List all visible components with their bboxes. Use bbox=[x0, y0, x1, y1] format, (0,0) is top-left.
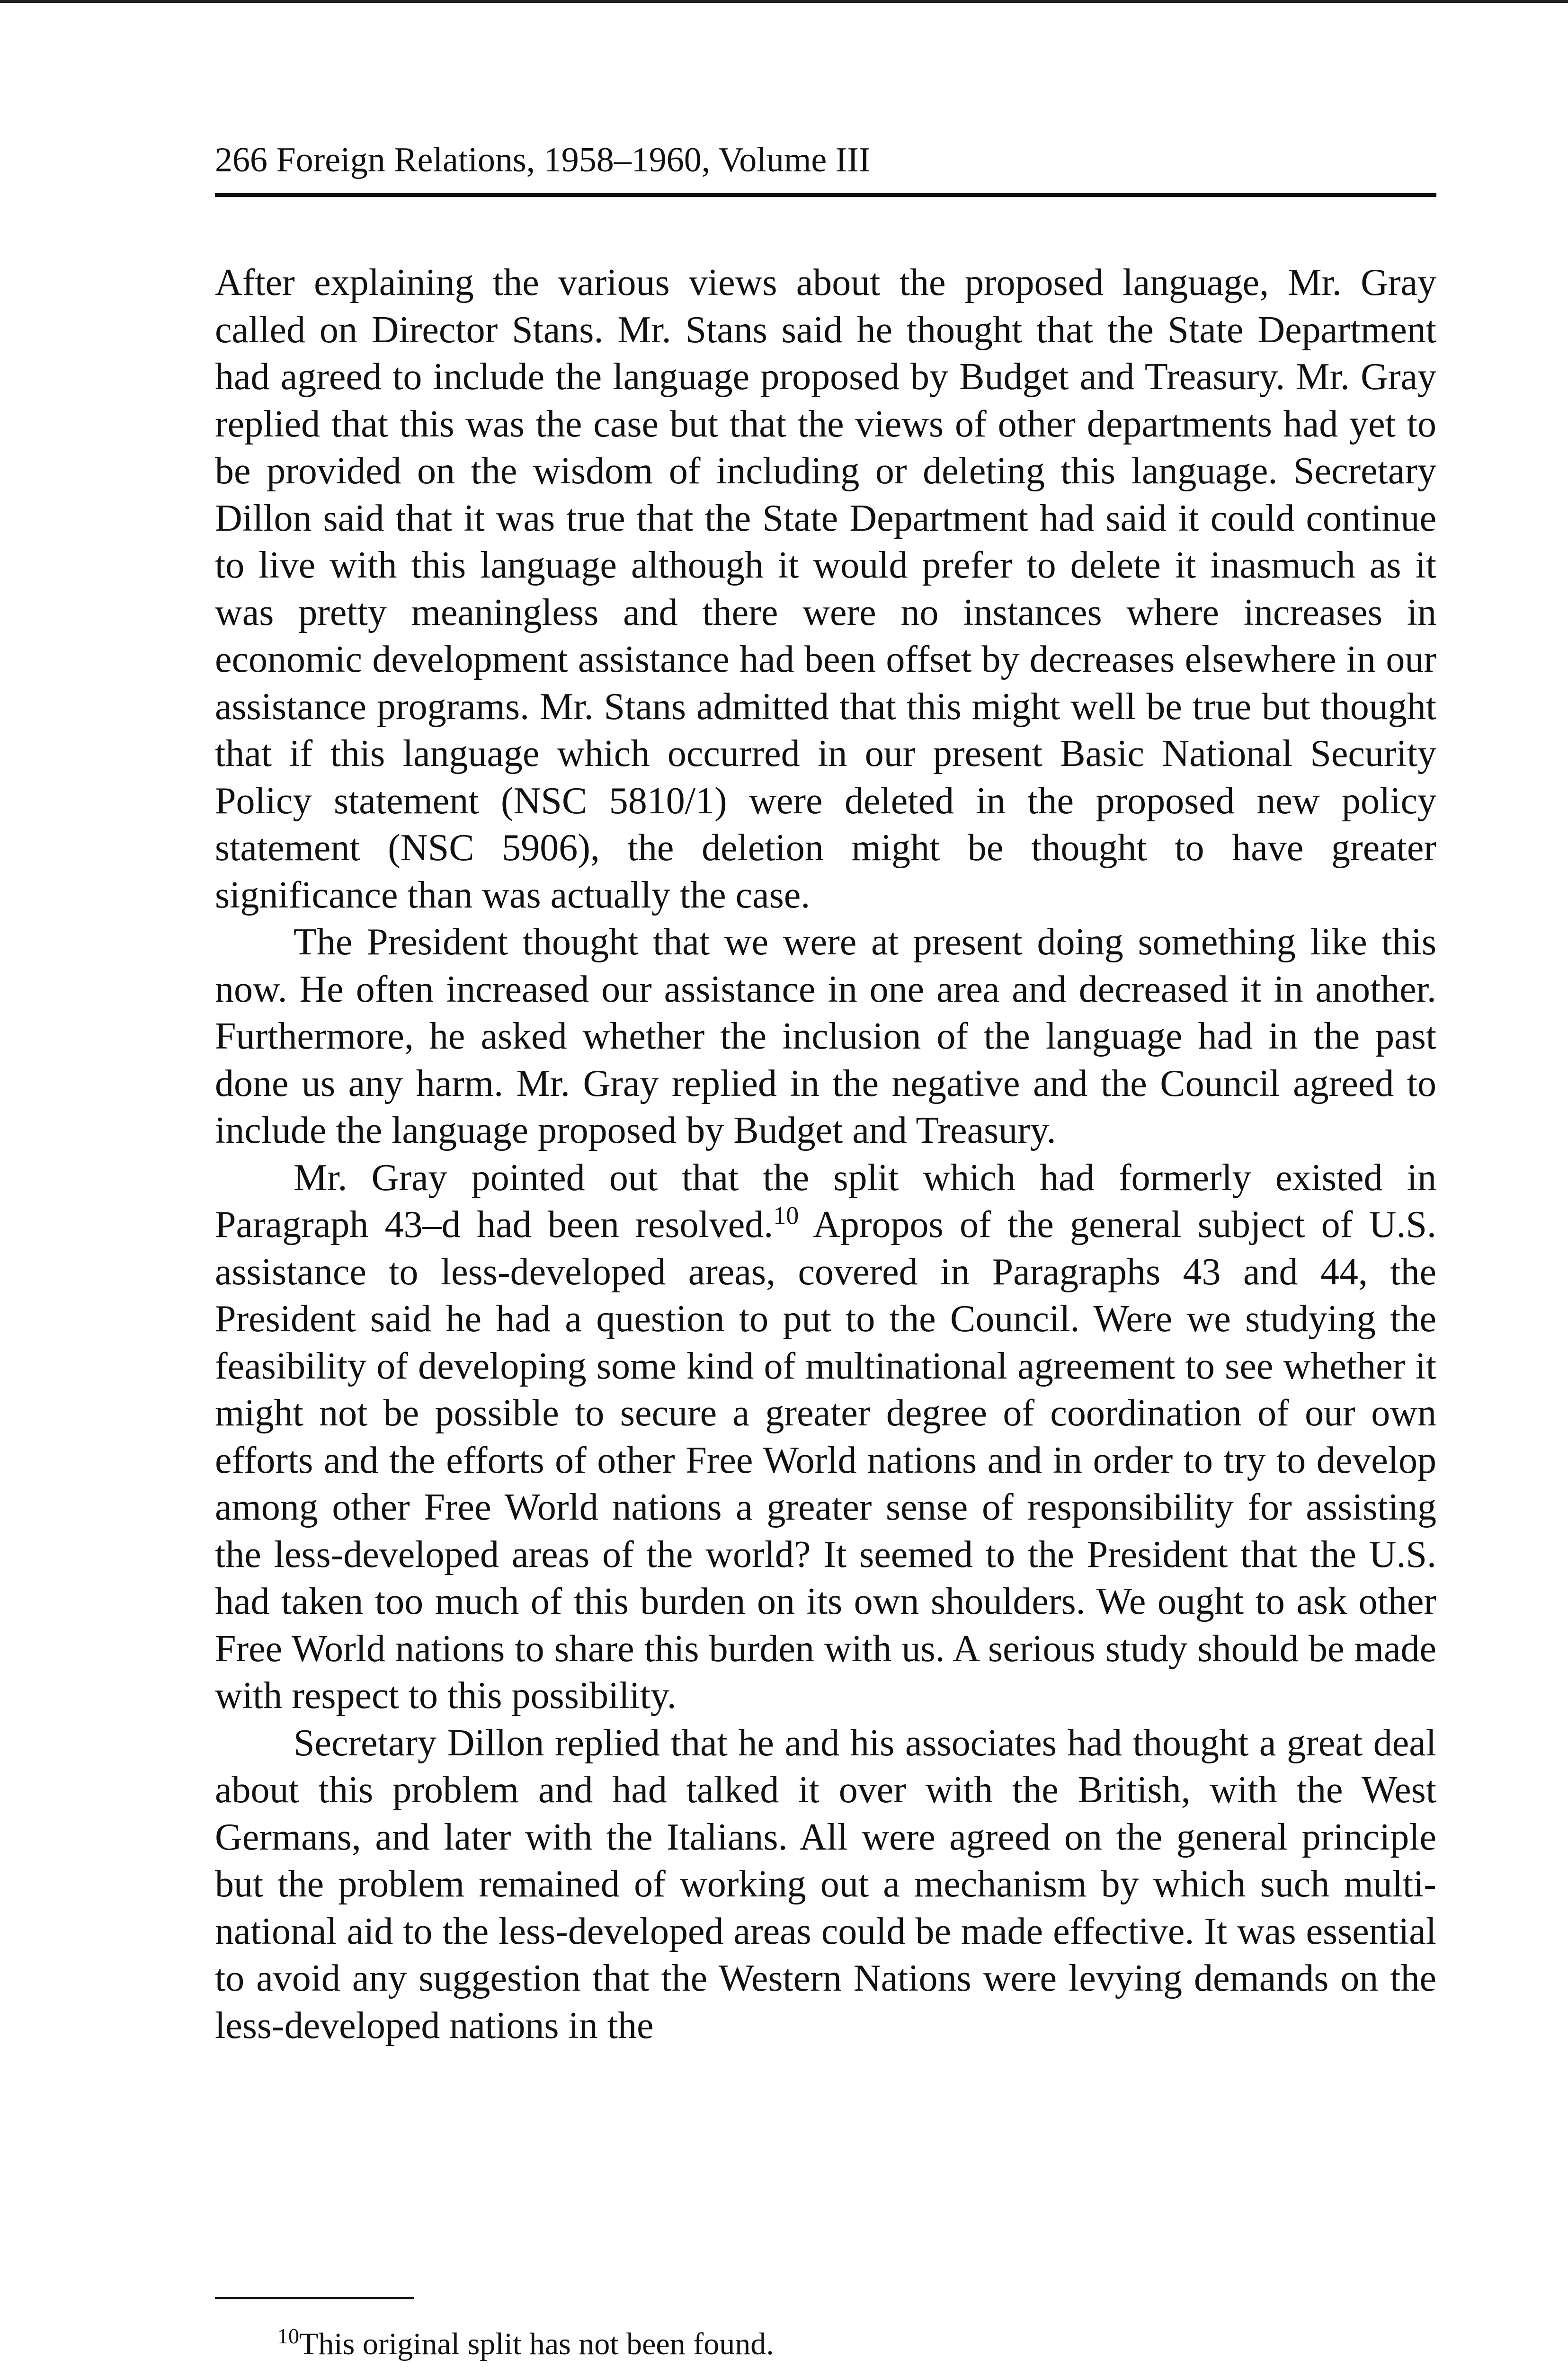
running-header bbox=[215, 136, 1436, 184]
footnote-text: This original split has not been found. bbox=[299, 2327, 774, 2361]
footnote-reference: 10 bbox=[773, 1201, 799, 1230]
header-rule bbox=[215, 193, 1436, 197]
footnote-rule bbox=[215, 2297, 414, 2299]
paragraph-3-text-before: Mr. Gray pointed out that the split which had formerly existed in Paragraph 43–d had been resolved. bbox=[215, 1157, 1436, 1246]
page-number: 266 bbox=[215, 141, 267, 179]
running-title: Foreign Relations, 1958–1960, Volume III bbox=[276, 141, 871, 179]
paragraph-3-text-after: Apropos of the general subject of U.S. assistance to less-developed areas, covered in Paragraphs 43 and 44, the President said he had a question to put to the Council. Were we studying the feasibility of developing some kind of multinational agreement to see whether it might not be possible to secure a greater degree of coordination of our own efforts and the efforts of other Free World nations and in order to try to develop among other Free World nations a greater sense of responsibility for assisting the less-developed areas of the world? It seemed to the President that the U.S. had taken too much of this burden on its own shoulders. We ought to ask other Free World nations to share this burden with us. A serious study should be made with respect to this possibility. bbox=[215, 1204, 1436, 1717]
paragraph-2: The President thought that we were at present doing something like this now. He often increased our assistance in one area and decreased it in another. Furthermore, he asked whether the inclusion of the language had in the past done us any harm. Mr. Gray replied in the negative and the Council agreed to include the language proposed by Budget and Treasury. bbox=[215, 921, 1436, 1151]
main-text bbox=[215, 259, 1436, 2049]
paragraph-4: Secretary Dillon replied that he and his associates had thought a great deal about this problem and had talked it over with the British, with the West Germans, and later with the Italians. All were agreed on the general principle but the problem remained of working out a mechanism by which such multi-national aid to the less-developed areas could be made effective. It was essential to avoid any suggestion that the Western Nations were levying demands on the less-developed nations in the bbox=[215, 1722, 1436, 2047]
paragraph-3 bbox=[215, 1155, 1436, 1720]
paragraph-1: After explaining the various views about the proposed language, Mr. Gray called on Director Stans. Mr. Stans said he thought that the State Department had agreed to include the language proposed by Budget and Treasury. Mr. Gray replied that this was the case but that the views of other departments had yet to be provided on the wisdom of including or deleting this language. Secretary Dillon said that it was true that the State Department had said it could continue to live with this language although it would prefer to delete it inasmuch as it was pretty meaningless and there were no instances where increases in economic development assistance had been offset by decreases elsewhere in our assistance programs. Mr. Stans admitted that this might well be true but thought that if this language which occurred in our present Basic National Security Policy statement (NSC 5810/1) were deleted in the proposed new policy statement (NSC 5906), the deletion might be thought to have greater significance than was actually the case. bbox=[215, 262, 1436, 916]
footnote bbox=[277, 2321, 1436, 2367]
page-top-edge bbox=[0, 0, 1568, 3]
footnote-number: 10 bbox=[277, 2324, 299, 2348]
